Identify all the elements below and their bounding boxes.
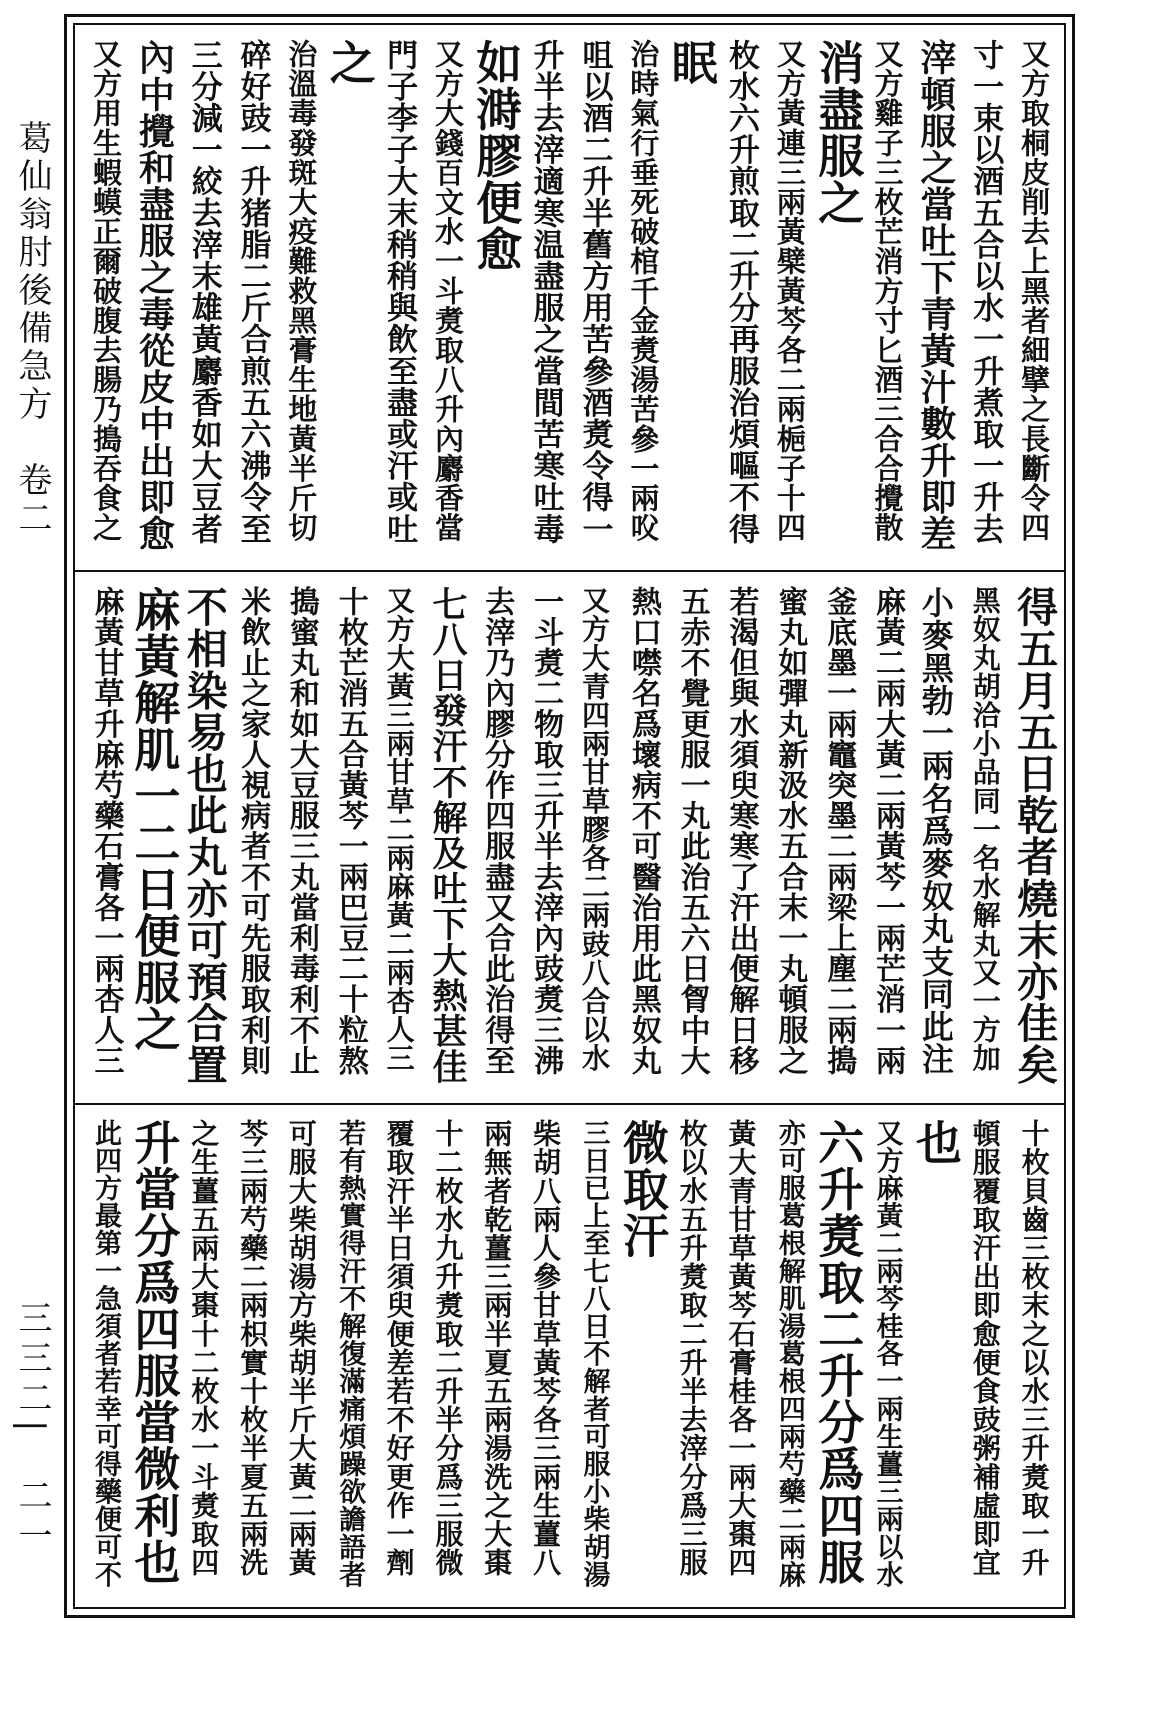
column-text: 升當分爲四服當微利也 [127, 1119, 182, 1585]
text-column [521, 586, 570, 1093]
text-column [814, 586, 863, 1093]
text-column [277, 1119, 326, 1597]
text-column [374, 39, 423, 560]
text-column [130, 39, 179, 560]
column-text: 去滓乃內膠分作四服盡又合此治得至 [479, 586, 515, 1076]
register-top [75, 25, 1064, 572]
text-column [423, 1119, 472, 1597]
text-column [716, 39, 765, 560]
text-column [765, 586, 814, 1093]
page-frame-inner [73, 23, 1066, 1609]
column-text: 微取汗 [615, 1119, 670, 1259]
text-column [521, 39, 570, 560]
column-text: 此四方最第一急須者若幸可得藥便可不 [90, 1119, 122, 1589]
text-column [811, 39, 866, 560]
column-text: 柴胡八兩人參甘草黃芩各三兩生薑八 [529, 1119, 563, 1577]
column-text: 米飲止之家人視病者不可先服取利則 [235, 586, 271, 1076]
text-column [716, 586, 765, 1093]
column-text: 芩三兩芍藥二兩枳實十枚半夏五兩洗 [236, 1119, 270, 1577]
text-column [472, 586, 521, 1093]
column-text: 若渴但與水須臾寒寒了汗出便解日移 [723, 586, 759, 1076]
text-column [811, 1119, 866, 1597]
column-text: 咀以酒二升半舊方用苦參酒煑令得一 [576, 39, 613, 545]
column-text: 又方雞子三枚芒消方寸匕酒三合合攪散 [870, 39, 905, 543]
text-column [127, 586, 182, 1093]
text-column [960, 39, 1009, 560]
column-text: 三日已上至七八日不解者可服小柴胡湯 [578, 1119, 610, 1589]
column-text: 又方取桐皮削去上黑者細擘之長斷令四 [1017, 39, 1052, 543]
text-column [1009, 586, 1058, 1093]
column-text: 可服大柴胡湯方柴胡半斤大黃二兩黃 [284, 1119, 318, 1577]
text-column [960, 1119, 1009, 1597]
column-text: 又方麻黃二兩芩桂各一兩生薑三兩以水 [871, 1119, 903, 1589]
column-text: 枚水六升煎取二升分再服治煩嘔不得 [723, 39, 760, 545]
text-column [277, 39, 326, 560]
text-column [911, 586, 960, 1093]
column-text: 之生薑五兩大棗十二枚水一斗煑取四 [187, 1119, 221, 1577]
page-margin-title: 葛仙翁肘後備急方 卷二 [12, 120, 52, 538]
text-column [615, 1119, 670, 1597]
column-text: 又方用生蝦蟆正爾破腹去腸乃搗吞食之 [89, 39, 124, 543]
text-column [570, 586, 619, 1093]
column-text: 熱口噤名爲壞病不可醫治用此黑奴丸 [625, 586, 661, 1076]
column-text: 治溫毒發斑大疫難救黑膏生地黃半斤切 [284, 39, 319, 543]
column-text: 如溡膠便愈 [469, 39, 524, 272]
column-text: 碎好豉一升猪脂二斤合煎五六沸令至 [234, 39, 271, 545]
text-column [228, 586, 277, 1093]
text-column [765, 39, 814, 560]
text-column [521, 1119, 570, 1597]
register-middle [75, 572, 1064, 1105]
column-text: 滓頓服之當吐下青黃汁數升即差 [914, 39, 957, 552]
text-column [81, 39, 130, 560]
text-column [765, 1119, 814, 1597]
column-text: 十二枚水九升煑取二升半分爲三服微 [431, 1119, 465, 1577]
column-text: 六升煑取二升分爲四服 [811, 1119, 866, 1585]
column-text: 一斗煑二物取三升半去滓內豉煑三沸 [528, 586, 564, 1076]
text-column [618, 586, 667, 1093]
text-column [1009, 1119, 1058, 1597]
text-column [374, 1119, 423, 1597]
text-column [570, 39, 619, 560]
column-text: 又方大青四兩甘草膠各二兩豉八合以水 [577, 586, 611, 1073]
column-text: 黑奴丸胡洽小品同一名水解丸又一方加 [968, 586, 1002, 1073]
text-column [667, 586, 716, 1093]
text-column [81, 1119, 130, 1597]
text-column [863, 39, 912, 560]
text-column [179, 1119, 228, 1597]
column-text: 三分減一絞去滓末雄黃麝香如大豆者 [185, 39, 222, 545]
column-text: 黃大青甘草黃芩石膏桂各一兩大棗四 [724, 1119, 758, 1577]
text-column [127, 1119, 182, 1597]
text-column [374, 586, 423, 1093]
column-text: 搗蜜丸和如大豆服三丸當利毒利不止 [283, 586, 319, 1076]
column-text: 兩無者乾薑三兩半夏五兩湯洗之大棗 [480, 1119, 514, 1577]
text-column [228, 39, 277, 560]
text-column [716, 1119, 765, 1597]
text-column [325, 586, 374, 1093]
column-text: 治時氣行垂死破棺千金煑湯苦參一兩㕮 [626, 39, 661, 543]
column-text: 眠 [664, 39, 719, 86]
column-text: 麻黃解肌一二日便服之 [127, 586, 182, 1052]
text-column [908, 1119, 963, 1597]
column-text: 蜜丸如彈丸新汲水五合末一丸頓服之 [772, 586, 808, 1076]
text-column [863, 586, 912, 1093]
column-text: 門子李子大末稍稍與飲至盡或汗或吐 [381, 39, 418, 545]
column-text: 十枚芒消五合黃芩一兩巴豆二十粒熬 [332, 586, 368, 1076]
register-bottom [75, 1105, 1064, 1607]
text-column [423, 586, 472, 1093]
text-column [618, 39, 667, 560]
column-text: 枚以水五升煑取二升半去滓分爲三服 [675, 1119, 709, 1577]
column-text: 頓服覆取汗出即愈便食豉粥補虛即宜 [968, 1119, 1002, 1577]
text-column [179, 586, 228, 1093]
text-column [472, 1119, 521, 1597]
text-column [423, 39, 472, 560]
text-column [277, 586, 326, 1093]
column-text: 也 [908, 1119, 963, 1166]
column-text: 七八日發汗不解及吐下大熱甚佳 [426, 586, 468, 1085]
text-column [570, 1119, 619, 1597]
text-column [664, 39, 719, 560]
column-text: 寸一束以酒五合以水一升煮取一升去 [967, 39, 1004, 545]
column-text: 亦可服葛根解肌湯葛根四兩芍藥二兩麻 [773, 1119, 805, 1589]
page-frame [64, 14, 1075, 1618]
text-column [179, 39, 228, 560]
column-text: 得五月五日乾者燒末亦佳矣 [1010, 586, 1059, 1086]
column-text: 小麥黑勃一兩名爲麥奴丸支同此注 [916, 586, 955, 1075]
column-text: 麻黃二兩大黃二兩黃芩一兩芒消一兩 [870, 586, 906, 1076]
column-text: 若有熱實得汗不解復滿痛煩躁欲譫語者 [334, 1119, 366, 1589]
text-column [469, 39, 524, 560]
text-column [228, 1119, 277, 1597]
text-column [325, 1119, 374, 1597]
text-column [911, 39, 960, 560]
column-text: 釜底墨一兩竈突墨二兩梁上塵二兩搗 [821, 586, 857, 1076]
column-text: 不相染易也此丸亦可預合置 [179, 586, 228, 1086]
column-text: 又方大黃三兩甘草二兩麻黃二兩杏人三 [382, 586, 416, 1073]
text-column [667, 1119, 716, 1597]
column-text: 之 [322, 39, 377, 86]
column-text: 升半去滓適寒温盡服之當間苦寒吐毒 [527, 39, 564, 545]
column-text: 五赤不覺更服一丸此治五六日胷中大 [674, 586, 710, 1076]
column-text: 十枚貝齒三枚末之以水三升煑取一升 [1017, 1119, 1051, 1577]
text-column [863, 1119, 912, 1597]
column-text: 消盡服之 [811, 39, 866, 226]
page-margin-number: 三三二| 二一 [12, 1300, 52, 1558]
text-column [322, 39, 377, 560]
column-text: 內中攪和盡服之毒從皮中出即愈 [133, 39, 176, 552]
column-text: 又方黃連三兩黃檗黃芩各二兩梔子十四 [772, 39, 807, 543]
text-column [81, 586, 130, 1093]
text-column [960, 586, 1009, 1093]
column-text: 麻黃甘草升麻芍藥石膏各一兩杏人三 [88, 586, 124, 1076]
column-text: 又方大錢百文水一斗煑取八升內麝香當 [430, 39, 465, 543]
text-column [1009, 39, 1058, 560]
column-text: 覆取汗半日須臾便差若不好更作一劑 [382, 1119, 416, 1577]
